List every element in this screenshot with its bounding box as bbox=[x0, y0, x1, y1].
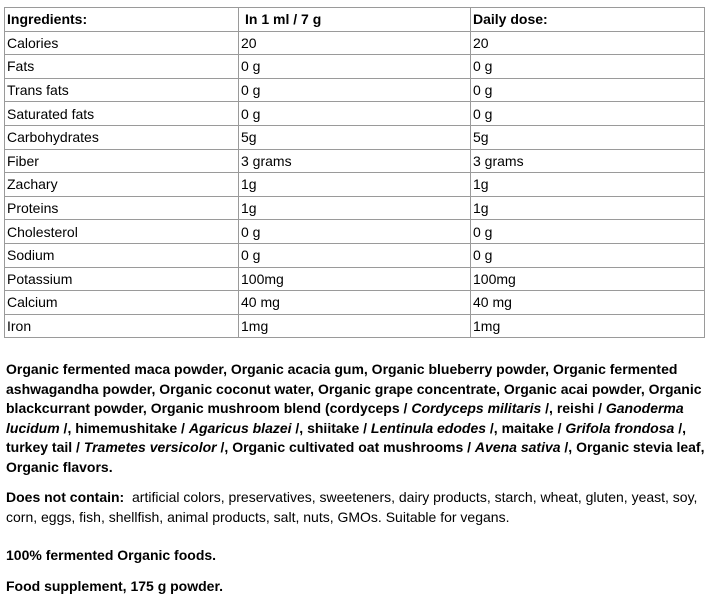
per-serving-value: 0 g bbox=[239, 102, 471, 126]
table-row bbox=[5, 220, 705, 244]
latin-name: Lentinula edodes bbox=[370, 419, 487, 436]
nutrient-name: Zachary bbox=[5, 173, 239, 197]
header-ingredients: Ingredients: bbox=[5, 8, 239, 32]
ingredients-text: /, reishi / bbox=[541, 400, 606, 417]
header-per-serving: In 1 ml / 7 g bbox=[239, 8, 471, 32]
table-row bbox=[5, 291, 705, 315]
per-serving-value: 5g bbox=[239, 125, 471, 149]
daily-dose-value: 100mg bbox=[471, 267, 705, 291]
table-row bbox=[5, 314, 705, 338]
ingredients-text: /, turkey tail / bbox=[6, 419, 686, 456]
table-row bbox=[5, 31, 705, 55]
nutrient-name: Trans fats bbox=[5, 78, 239, 102]
nutrient-name: Fats bbox=[5, 55, 239, 79]
header-daily-dose: Daily dose: bbox=[471, 8, 705, 32]
daily-dose-value: 0 g bbox=[471, 78, 705, 102]
daily-dose-value: 1g bbox=[471, 196, 705, 220]
ingredients-text: Organic fermented maca powder, Organic acacia gum, Organic blueberry powder, Organic fermented ashwagandha powder, Organic coconut water, Organic grape concentrate, Organic acai powder, Organic blackcurrant powder, Organic mushroom blend (cordyceps / bbox=[6, 361, 702, 417]
daily-dose-value: 0 g bbox=[471, 55, 705, 79]
table-row bbox=[5, 243, 705, 267]
per-serving-value: 40 mg bbox=[239, 291, 471, 315]
latin-name: Agaricus blazei bbox=[188, 419, 292, 436]
latin-name: Grifola frondosa bbox=[565, 419, 675, 436]
does-not-contain-note bbox=[6, 488, 718, 527]
daily-dose-value: 5g bbox=[471, 125, 705, 149]
daily-dose-value: 3 grams bbox=[471, 149, 705, 173]
does-not-contain-text: artificial colors, preservatives, sweeteners, dairy products, starch, wheat, gluten, yeast, soy, corn, eggs, fish, shellfish, animal products, salt, nuts, GMOs. Suitable for vegans. bbox=[6, 489, 702, 525]
per-serving-value: 20 bbox=[239, 31, 471, 55]
table-header-row bbox=[5, 8, 705, 32]
per-serving-value: 1mg bbox=[239, 314, 471, 338]
daily-dose-value: 1mg bbox=[471, 314, 705, 338]
nutrient-name: Saturated fats bbox=[5, 102, 239, 126]
per-serving-value: 0 g bbox=[239, 243, 471, 267]
nutrient-name: Calories bbox=[5, 31, 239, 55]
daily-dose-value: 0 g bbox=[471, 220, 705, 244]
nutrient-name: Iron bbox=[5, 314, 239, 338]
table-row bbox=[5, 102, 705, 126]
nutrient-name: Fiber bbox=[5, 149, 239, 173]
ingredients-text: /, shiitake / bbox=[291, 419, 371, 436]
ingredients-text: /, maitake / bbox=[486, 419, 566, 436]
nutrient-name: Proteins bbox=[5, 196, 239, 220]
latin-name: Ganoderma lucidum bbox=[6, 400, 684, 436]
per-serving-value: 0 g bbox=[239, 55, 471, 79]
daily-dose-value: 40 mg bbox=[471, 291, 705, 315]
supplement-note: Food supplement, 175 g powder. bbox=[6, 578, 224, 594]
does-not-contain-label: Does not contain: bbox=[6, 489, 125, 505]
fermented-note: 100% fermented Organic foods. bbox=[6, 547, 217, 563]
daily-dose-value: 0 g bbox=[471, 243, 705, 267]
table-row bbox=[5, 125, 705, 149]
nutrition-table bbox=[4, 7, 705, 338]
per-serving-value: 1g bbox=[239, 173, 471, 197]
table-row bbox=[5, 267, 705, 291]
ingredients-text: /, Organic stevia leaf, Organic flavors. bbox=[6, 439, 705, 475]
daily-dose-value: 20 bbox=[471, 31, 705, 55]
table-row bbox=[5, 78, 705, 102]
nutrient-name: Sodium bbox=[5, 243, 239, 267]
nutrition-table-body bbox=[5, 31, 705, 338]
nutrient-name: Calcium bbox=[5, 291, 239, 315]
nutrient-name: Cholesterol bbox=[5, 220, 239, 244]
ingredients-list bbox=[6, 360, 718, 478]
latin-name: Avena sativa bbox=[474, 439, 561, 456]
daily-dose-value: 1g bbox=[471, 173, 705, 197]
ingredients-text: /, himemushitake / bbox=[59, 419, 189, 436]
table-row bbox=[5, 55, 705, 79]
table-row bbox=[5, 149, 705, 173]
per-serving-value: 3 grams bbox=[239, 149, 471, 173]
latin-name: Trametes versicolor bbox=[83, 439, 217, 456]
table-row bbox=[5, 173, 705, 197]
ingredients-text: /, Organic cultivated oat mushrooms / bbox=[216, 439, 475, 456]
per-serving-value: 0 g bbox=[239, 220, 471, 244]
per-serving-value: 100mg bbox=[239, 267, 471, 291]
latin-name: Cordyceps militaris bbox=[411, 400, 542, 417]
per-serving-value: 1g bbox=[239, 196, 471, 220]
nutrient-name: Potassium bbox=[5, 267, 239, 291]
daily-dose-value: 0 g bbox=[471, 102, 705, 126]
per-serving-value: 0 g bbox=[239, 78, 471, 102]
nutrient-name: Carbohydrates bbox=[5, 125, 239, 149]
table-row bbox=[5, 196, 705, 220]
